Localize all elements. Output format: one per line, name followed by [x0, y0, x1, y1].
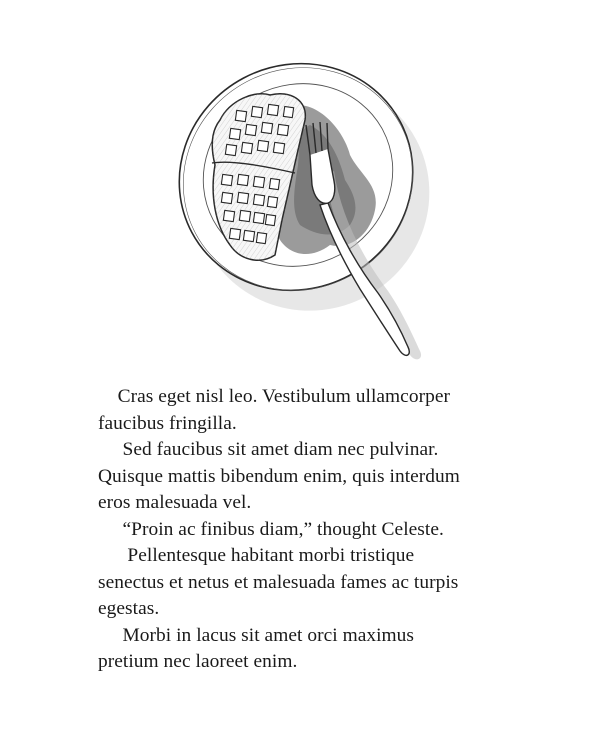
story-text [98, 384, 538, 676]
waffle-plate-icon [150, 45, 450, 365]
story-line: pretium nec laoreet enim. [98, 651, 298, 672]
waffle-plate-illustration [150, 45, 450, 365]
story-paragraph [98, 384, 538, 437]
story-paragraph [98, 517, 538, 544]
story-paragraph [98, 543, 538, 623]
story-line: Sed faucibus sit amet diam nec pulvinar. [98, 439, 439, 460]
story-line: Cras eget nisl leo. Vestibulum ullamcorper [98, 386, 450, 407]
story-line: egestas. [98, 598, 160, 619]
story-line: “Proin ac finibus diam,” thought Celeste. [98, 518, 444, 540]
story-line: Quisque mattis bibendum enim, quis interdum [98, 465, 460, 487]
story-line: Morbi in lacus sit amet orci maximus [98, 624, 415, 646]
story-line: faucibus fringilla. [98, 412, 237, 434]
story-paragraph [98, 623, 538, 676]
story-line: eros malesuada vel. [98, 492, 252, 513]
story-line: senectus et netus et malesuada fames ac turpis [98, 571, 459, 593]
story-paragraph [98, 437, 538, 517]
story-line: Pellentesque habitant morbi tristique [98, 545, 415, 566]
